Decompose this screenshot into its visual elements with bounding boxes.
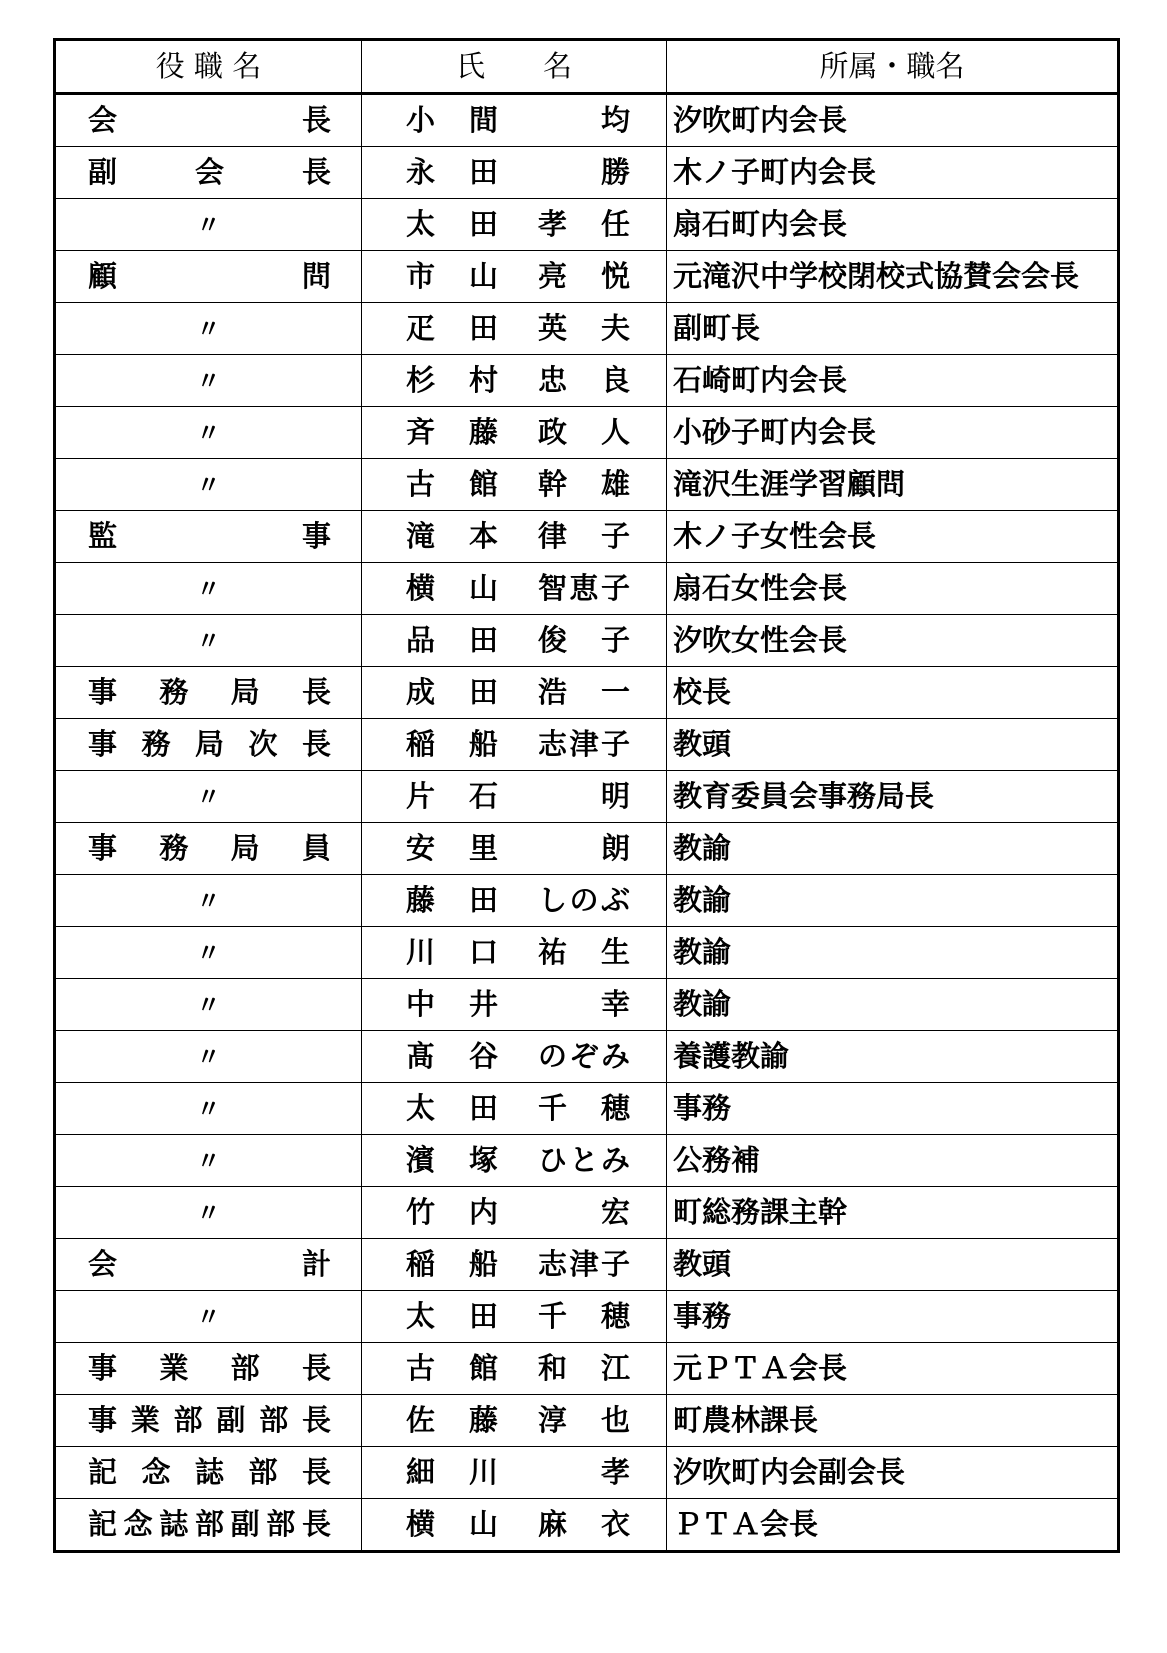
name-cell: [362, 927, 667, 979]
role-cell: [55, 511, 362, 563]
table-row: [55, 1187, 1119, 1239]
surname: 竹 内: [406, 1195, 498, 1229]
surname: 市 山: [406, 259, 498, 293]
officer-roster-table: [53, 38, 1120, 1553]
name-cell: [362, 511, 667, 563]
table-row: [55, 979, 1119, 1031]
affiliation-cell: [667, 823, 1119, 875]
role-text: 事 務 局 長: [88, 675, 331, 709]
person-name: [362, 355, 666, 406]
role-text: 〃: [196, 574, 221, 603]
person-name: [362, 95, 666, 146]
name-cell: [362, 563, 667, 615]
person-name: [362, 251, 666, 302]
roster-body: [55, 94, 1119, 1552]
header-role: 役 職 名: [55, 40, 362, 94]
affiliation-cell: [667, 459, 1119, 511]
given-name: 淳 也: [538, 1403, 630, 1437]
role-cell: [55, 1031, 362, 1083]
person-name: [362, 667, 666, 718]
surname: 中 井: [406, 987, 498, 1021]
surname: 斉 藤: [406, 415, 498, 449]
table-row: [55, 251, 1119, 303]
name-cell: [362, 1447, 667, 1499]
name-cell: [362, 407, 667, 459]
role-text: 会 長: [88, 103, 331, 137]
surname: 疋 田: [406, 311, 498, 345]
person-name: [362, 1499, 666, 1550]
name-cell: [362, 719, 667, 771]
surname: 小 間: [406, 103, 498, 137]
table-row: [55, 147, 1119, 199]
given-name: 明: [600, 779, 630, 813]
name-cell: [362, 979, 667, 1031]
role-cell: [55, 927, 362, 979]
role-text: 〃: [196, 1094, 221, 1123]
person-name: [362, 875, 666, 926]
role-text: 〃: [196, 886, 221, 915]
name-cell: [362, 1031, 667, 1083]
name-cell: [362, 771, 667, 823]
table-row: [55, 459, 1119, 511]
role-text: 〃: [196, 366, 221, 395]
name-cell: [362, 1083, 667, 1135]
given-name: 孝 任: [538, 207, 630, 241]
given-name: 孝: [600, 1455, 630, 1489]
role-text: 〃: [196, 782, 221, 811]
name-cell: [362, 459, 667, 511]
given-name: 和 江: [538, 1351, 630, 1385]
table-row: [55, 511, 1119, 563]
surname: 太 田: [406, 207, 498, 241]
role-cell: [55, 1395, 362, 1447]
role-cell: [55, 147, 362, 199]
affiliation-text: 教諭: [673, 935, 732, 969]
name-cell: [362, 147, 667, 199]
affiliation-cell: [667, 875, 1119, 927]
given-name: 千 穂: [538, 1299, 630, 1333]
surname: 稲 船: [406, 727, 498, 761]
name-cell: [362, 1187, 667, 1239]
affiliation-cell: [667, 927, 1119, 979]
header-row: [55, 40, 1119, 94]
role-cell: [55, 615, 362, 667]
person-name: [362, 459, 666, 510]
surname: 川 口: [406, 935, 498, 969]
name-cell: [362, 615, 667, 667]
name-cell: [362, 1499, 667, 1552]
person-name: [362, 1239, 666, 1290]
affiliation-text: 事務: [673, 1299, 732, 1333]
person-name: [362, 1031, 666, 1082]
role-cell: [55, 303, 362, 355]
affiliation-cell: [667, 719, 1119, 771]
table-row: [55, 1291, 1119, 1343]
role-text: 〃: [196, 1198, 221, 1227]
affiliation-text: 扇石町内会長: [673, 207, 848, 241]
affiliation-text: 元滝沢中学校閉校式協賛会会長: [673, 259, 1080, 293]
affiliation-text: 公務補: [673, 1143, 761, 1177]
table-row: [55, 1447, 1119, 1499]
table-row: [55, 94, 1119, 147]
affiliation-text: 教諭: [673, 987, 732, 1021]
affiliation-cell: [667, 355, 1119, 407]
role-cell: [55, 823, 362, 875]
given-name: ひ と み: [538, 1143, 630, 1177]
role-cell: [55, 563, 362, 615]
affiliation-cell: [667, 251, 1119, 303]
affiliation-text: 汐吹町内会長: [673, 103, 848, 137]
role-text: 〃: [196, 626, 221, 655]
table-row: [55, 1499, 1119, 1552]
affiliation-cell: [667, 1031, 1119, 1083]
person-name: [362, 1291, 666, 1342]
surname: 杉 村: [406, 363, 498, 397]
affiliation-text: 教諭: [673, 831, 732, 865]
person-name: [362, 1135, 666, 1186]
role-text: 記 念 誌 部 長: [88, 1455, 331, 1489]
role-text: 〃: [196, 418, 221, 447]
affiliation-text: 汐吹町内会副会長: [673, 1455, 906, 1489]
table-row: [55, 355, 1119, 407]
surname: 稲 船: [406, 1247, 498, 1281]
given-name: 千 穂: [538, 1091, 630, 1125]
surname: 古 館: [406, 467, 498, 501]
role-text: 〃: [196, 210, 221, 239]
table-row: [55, 771, 1119, 823]
affiliation-cell: [667, 1395, 1119, 1447]
person-name: [362, 407, 666, 458]
affiliation-text: 教頭: [673, 1247, 732, 1281]
role-cell: [55, 1447, 362, 1499]
role-text: 監 事: [88, 519, 331, 553]
table-row: [55, 1343, 1119, 1395]
role-cell: [55, 979, 362, 1031]
affiliation-text: 滝沢生涯学習顧問: [673, 467, 906, 501]
role-cell: [55, 94, 362, 147]
surname: 藤 田: [406, 883, 498, 917]
person-name: [362, 771, 666, 822]
affiliation-text: 教育委員会事務局長: [673, 779, 935, 813]
role-text: 〃: [196, 990, 221, 1019]
table-row: [55, 1083, 1119, 1135]
table-row: [55, 615, 1119, 667]
affiliation-cell: [667, 1135, 1119, 1187]
header-affiliation: 所属・職名: [667, 40, 1119, 94]
table-row: [55, 719, 1119, 771]
given-name: 智 恵 子: [538, 571, 630, 605]
affiliation-cell: [667, 1187, 1119, 1239]
table-row: [55, 1031, 1119, 1083]
given-name: の ぞ み: [538, 1039, 630, 1073]
role-text: 副 会 長: [88, 155, 331, 189]
name-cell: [362, 355, 667, 407]
affiliation-text: 汐吹女性会長: [673, 623, 848, 657]
table-row: [55, 1239, 1119, 1291]
affiliation-cell: [667, 1083, 1119, 1135]
affiliation-text: ＰＴＡ会長: [673, 1507, 819, 1541]
role-text: 会 計: [88, 1247, 331, 1281]
table-row: [55, 875, 1119, 927]
affiliation-cell: [667, 199, 1119, 251]
table-row: [55, 199, 1119, 251]
person-name: [362, 1395, 666, 1446]
given-name: 志 津 子: [538, 727, 630, 761]
surname: 安 里: [406, 831, 498, 865]
surname: 横 山: [406, 1507, 498, 1541]
role-cell: [55, 1499, 362, 1552]
table-row: [55, 667, 1119, 719]
role-text: 事 務 局 次 長: [88, 727, 331, 761]
affiliation-text: 町農林課長: [673, 1403, 819, 1437]
role-cell: [55, 1291, 362, 1343]
table-row: [55, 563, 1119, 615]
affiliation-text: 町総務課主幹: [673, 1195, 848, 1229]
affiliation-cell: [667, 303, 1119, 355]
name-cell: [362, 1395, 667, 1447]
given-name: 英 夫: [538, 311, 630, 345]
given-name: 宏: [600, 1195, 630, 1229]
role-cell: [55, 199, 362, 251]
surname: 片 石: [406, 779, 498, 813]
role-text: 事 業 部 副 部 長: [88, 1403, 331, 1437]
affiliation-text: 教諭: [673, 883, 732, 917]
table-row: [55, 823, 1119, 875]
person-name: [362, 511, 666, 562]
name-cell: [362, 94, 667, 147]
person-name: [362, 147, 666, 198]
person-name: [362, 1343, 666, 1394]
affiliation-cell: [667, 563, 1119, 615]
affiliation-cell: [667, 771, 1119, 823]
person-name: [362, 1187, 666, 1238]
surname: 太 田: [406, 1091, 498, 1125]
surname: 永 田: [406, 155, 498, 189]
given-name: 亮 悦: [538, 259, 630, 293]
person-name: [362, 1447, 666, 1498]
given-name: 幹 雄: [538, 467, 630, 501]
given-name: 麻 衣: [538, 1507, 630, 1541]
name-cell: [362, 1343, 667, 1395]
person-name: [362, 1083, 666, 1134]
surname: 品 田: [406, 623, 498, 657]
person-name: [362, 199, 666, 250]
affiliation-text: 養護教諭: [673, 1039, 790, 1073]
role-cell: [55, 719, 362, 771]
name-cell: [362, 1135, 667, 1187]
role-text: 事 務 局 員: [88, 831, 331, 865]
affiliation-cell: [667, 1499, 1119, 1552]
role-cell: [55, 1187, 362, 1239]
name-cell: [362, 199, 667, 251]
role-text: 〃: [196, 1146, 221, 1175]
affiliation-text: 事務: [673, 1091, 732, 1125]
name-cell: [362, 251, 667, 303]
role-text: 〃: [196, 1302, 221, 1331]
role-text: 〃: [196, 470, 221, 499]
table-row: [55, 1395, 1119, 1447]
given-name: 政 人: [538, 415, 630, 449]
given-name: 幸: [600, 987, 630, 1021]
role-cell: [55, 1083, 362, 1135]
person-name: [362, 979, 666, 1030]
name-cell: [362, 1291, 667, 1343]
role-text: 〃: [196, 1042, 221, 1071]
affiliation-cell: [667, 1239, 1119, 1291]
affiliation-text: 副町長: [673, 311, 761, 345]
affiliation-text: 木ノ子女性会長: [673, 519, 877, 553]
surname: 古 館: [406, 1351, 498, 1385]
affiliation-text: 扇石女性会長: [673, 571, 848, 605]
person-name: [362, 615, 666, 666]
role-text: 〃: [196, 938, 221, 967]
table-row: [55, 303, 1119, 355]
given-name: 俊 子: [538, 623, 630, 657]
table-row: [55, 407, 1119, 459]
affiliation-cell: [667, 667, 1119, 719]
role-text: 事 業 部 長: [88, 1351, 331, 1385]
given-name: 志 津 子: [538, 1247, 630, 1281]
name-cell: [362, 667, 667, 719]
role-cell: [55, 875, 362, 927]
surname: 滝 本: [406, 519, 498, 553]
surname: 横 山: [406, 571, 498, 605]
affiliation-cell: [667, 511, 1119, 563]
affiliation-cell: [667, 407, 1119, 459]
surname: 細 川: [406, 1455, 498, 1489]
person-name: [362, 823, 666, 874]
name-cell: [362, 875, 667, 927]
affiliation-cell: [667, 1291, 1119, 1343]
given-name: 均: [600, 103, 630, 137]
affiliation-text: 元ＰＴＡ会長: [673, 1351, 848, 1385]
given-name: 忠 良: [538, 363, 630, 397]
affiliation-cell: [667, 979, 1119, 1031]
surname: 成 田: [406, 675, 498, 709]
role-cell: [55, 407, 362, 459]
table-row: [55, 1135, 1119, 1187]
affiliation-text: 小砂子町内会長: [673, 415, 877, 449]
given-name: 祐 生: [538, 935, 630, 969]
affiliation-cell: [667, 94, 1119, 147]
role-text: 顧 問: [88, 259, 331, 293]
role-cell: [55, 1343, 362, 1395]
affiliation-cell: [667, 147, 1119, 199]
surname: 太 田: [406, 1299, 498, 1333]
role-cell: [55, 251, 362, 303]
given-name: し の ぶ: [538, 883, 630, 917]
name-cell: [362, 303, 667, 355]
affiliation-text: 石崎町内会長: [673, 363, 848, 397]
table-row: [55, 927, 1119, 979]
given-name: 朗: [600, 831, 630, 865]
person-name: [362, 927, 666, 978]
surname: 濱 塚: [406, 1143, 498, 1177]
given-name: 勝: [600, 155, 630, 189]
affiliation-cell: [667, 1447, 1119, 1499]
role-cell: [55, 1135, 362, 1187]
name-cell: [362, 823, 667, 875]
surname: 佐 藤: [406, 1403, 498, 1437]
affiliation-text: 木ノ子町内会長: [673, 155, 877, 189]
role-cell: [55, 459, 362, 511]
affiliation-text: 校長: [673, 675, 732, 709]
role-text: 記 念 誌 部 副 部 長: [88, 1507, 331, 1541]
role-cell: [55, 1239, 362, 1291]
header-name: 氏 名: [362, 40, 667, 94]
given-name: 浩 一: [538, 675, 630, 709]
role-cell: [55, 355, 362, 407]
person-name: [362, 719, 666, 770]
surname: 髙 谷: [406, 1039, 498, 1073]
role-text: 〃: [196, 314, 221, 343]
affiliation-cell: [667, 1343, 1119, 1395]
affiliation-cell: [667, 615, 1119, 667]
role-cell: [55, 771, 362, 823]
person-name: [362, 563, 666, 614]
affiliation-text: 教頭: [673, 727, 732, 761]
name-cell: [362, 1239, 667, 1291]
role-cell: [55, 667, 362, 719]
given-name: 律 子: [538, 519, 630, 553]
person-name: [362, 303, 666, 354]
